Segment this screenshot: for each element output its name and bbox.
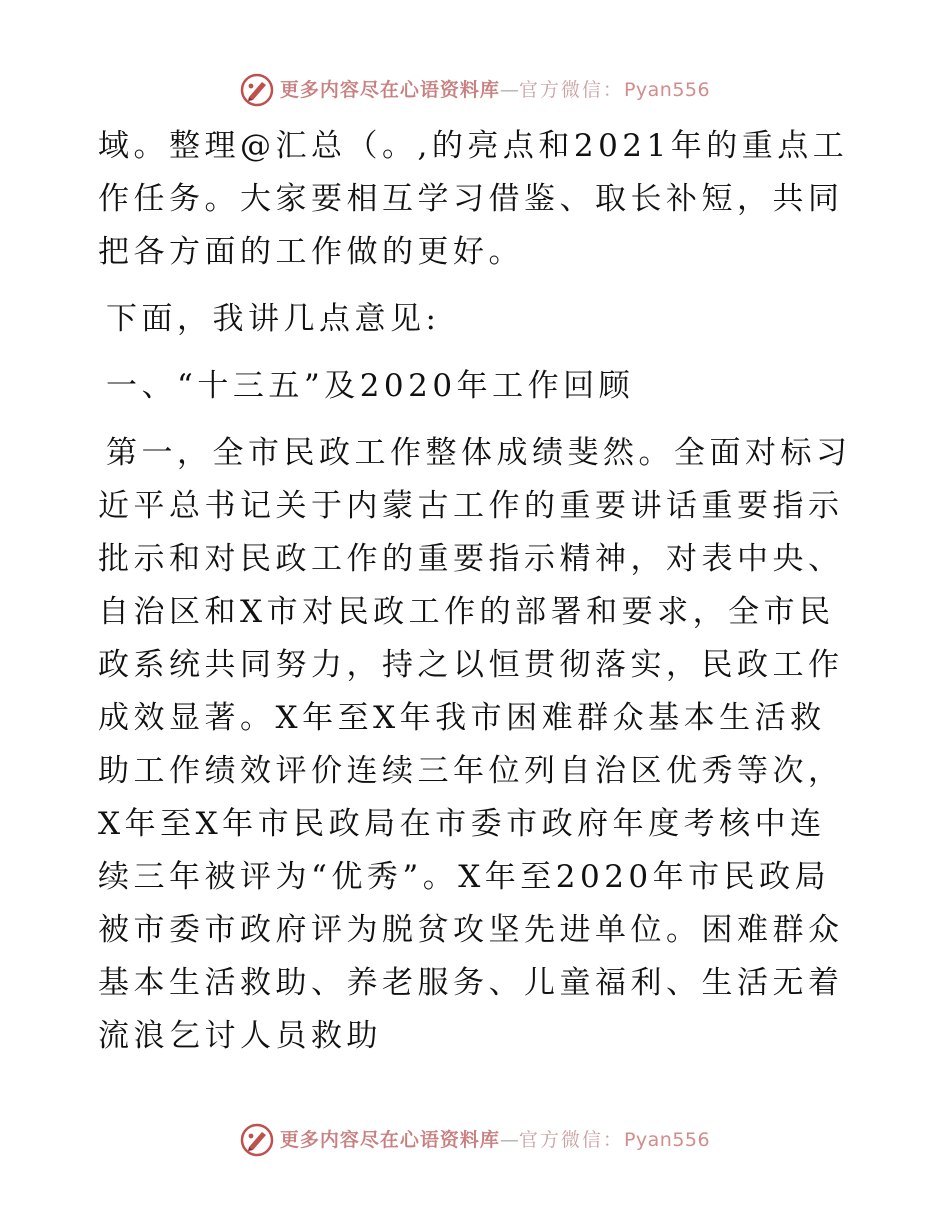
- pen-logo-icon: [240, 1123, 274, 1157]
- paragraph-opinions-lead: 下面，我讲几点意见:: [106, 301, 441, 337]
- section-heading-review: 一、“十三五”及2020年工作回顾: [106, 368, 635, 404]
- banner-wechat-id: Pyan556: [623, 78, 711, 101]
- banner-dash: —: [499, 78, 519, 101]
- paragraph-first-point: 第一，全市民政工作整体成绩斐然。全面对标习近平总书记关于内蒙古工作的重要讲话重要指示批示和对民政工作的重要指示精神，对表中央、自治区和X市对民政工作的部署和要求，全市民政系统共同努力，持之以恒贯彻落实，民政工作成效显著。X年至X年我市困难群众基本生活救助工作绩效评价连续三年位列自治区优秀等次，X年至X年市民政局在市委市政府年度考核中连续三年被评为“优秀”。X年至2020年市民政局被市委市政府评为脱贫攻坚先进单位。困难群众基本生活救助、养老服务、儿童福利、生活无着流浪乞讨人员救助: [98, 435, 852, 1054]
- footer-banner: [0, 1120, 950, 1160]
- banner-dash: —: [499, 1128, 519, 1151]
- banner-main-text: 更多内容尽在心语资料库: [279, 78, 500, 101]
- banner-main-text: 更多内容尽在心语资料库: [279, 1128, 500, 1151]
- banner-sub-text: 官方微信：: [518, 78, 624, 101]
- banner-wechat-id: Pyan556: [623, 1128, 711, 1151]
- document-body: [98, 120, 858, 1063]
- pen-logo-icon: [240, 73, 274, 107]
- paragraph-intro-continued: 域。整理@汇总（。,的亮点和2021年的重点工作任务。大家要相互学习借鉴、取长补短，共同把各方面的工作做的更好。: [98, 128, 849, 270]
- header-banner: [0, 70, 950, 110]
- banner-sub-text: 官方微信：: [518, 1128, 624, 1151]
